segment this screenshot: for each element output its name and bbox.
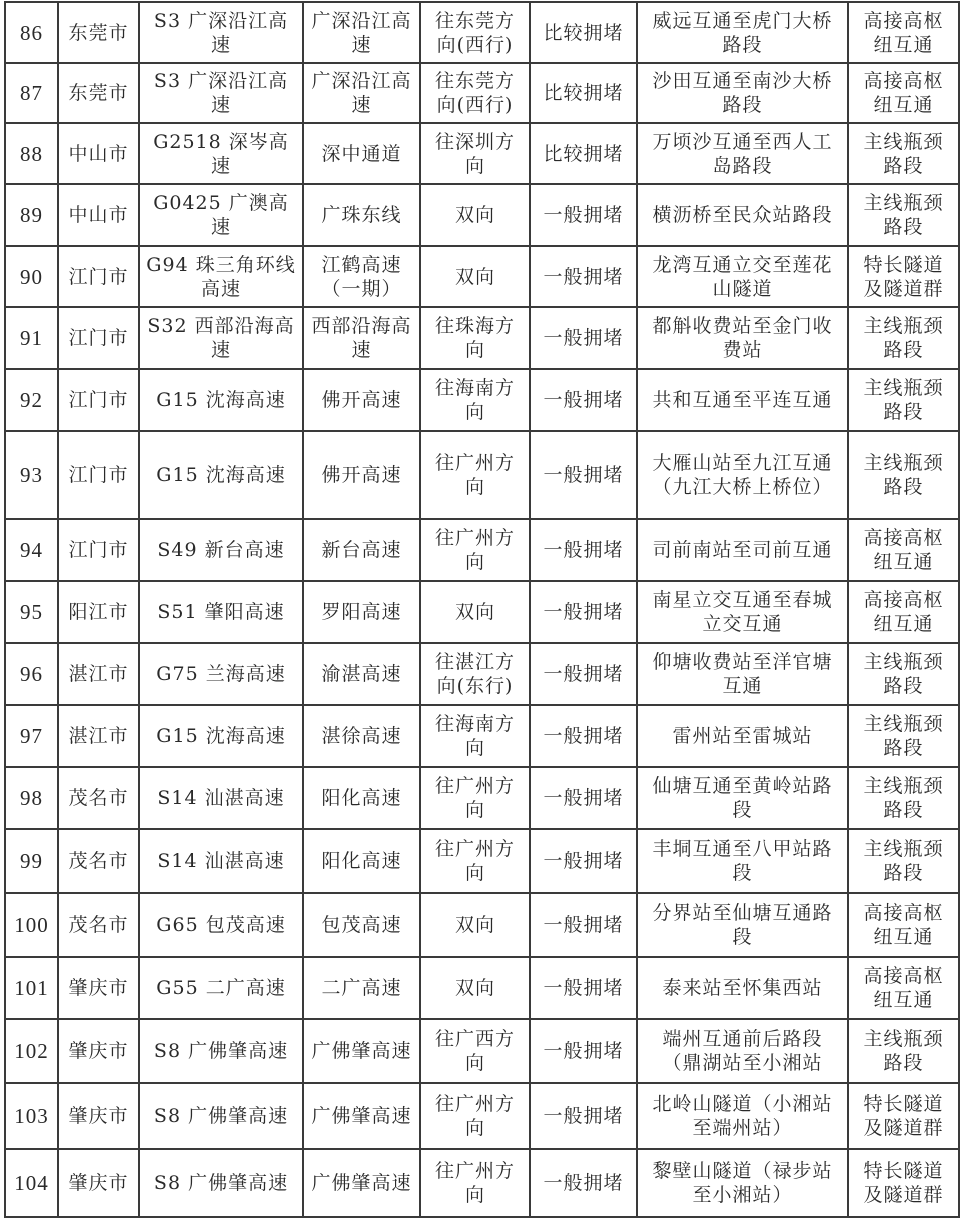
direction-cell: 双向 <box>420 893 530 957</box>
road-name-cell: 广深沿江高速 <box>303 2 420 63</box>
table-row <box>5 519 959 581</box>
congestion-level-cell: 比较拥堵 <box>530 123 637 184</box>
direction-cell: 往广州方向 <box>420 1083 530 1149</box>
city-cell: 茂名市 <box>58 893 139 957</box>
road-name-cell: 新台高速 <box>303 519 420 581</box>
highway-cell: G15 沈海高速 <box>139 431 303 519</box>
congestion-type-cell: 主线瓶颈路段 <box>848 307 959 369</box>
highway-cell: S49 新台高速 <box>139 519 303 581</box>
congestion-type-cell: 主线瓶颈路段 <box>848 643 959 705</box>
highway-cell: G0425 广澳高速 <box>139 184 303 246</box>
city-cell: 茂名市 <box>58 767 139 829</box>
direction-cell: 双向 <box>420 957 530 1019</box>
congestion-type-cell: 特长隧道及隧道群 <box>848 1149 959 1217</box>
congestion-level-cell: 一般拥堵 <box>530 957 637 1019</box>
section-cell: 北岭山隧道（小湘站至端州站） <box>637 1083 848 1149</box>
city-cell: 肇庆市 <box>58 957 139 1019</box>
row-number: 101 <box>5 957 58 1019</box>
section-cell: 横沥桥至民众站路段 <box>637 184 848 246</box>
row-number: 94 <box>5 519 58 581</box>
road-name-cell: 广佛肇高速 <box>303 1019 420 1083</box>
congestion-level-cell: 一般拥堵 <box>530 767 637 829</box>
congestion-table <box>4 1 960 1218</box>
congestion-type-cell: 主线瓶颈路段 <box>848 829 959 893</box>
highway-cell: S14 汕湛高速 <box>139 829 303 893</box>
direction-cell: 双向 <box>420 184 530 246</box>
city-cell: 东莞市 <box>58 63 139 123</box>
city-cell: 阳江市 <box>58 581 139 643</box>
road-name-cell: 佛开高速 <box>303 431 420 519</box>
road-name-cell: 渝湛高速 <box>303 643 420 705</box>
direction-cell: 往珠海方向 <box>420 307 530 369</box>
direction-cell: 往广西方向 <box>420 1019 530 1083</box>
highway-cell: G15 沈海高速 <box>139 705 303 767</box>
congestion-level-cell: 一般拥堵 <box>530 431 637 519</box>
road-name-cell: 广珠东线 <box>303 184 420 246</box>
road-name-cell: 罗阳高速 <box>303 581 420 643</box>
section-cell: 丰垌互通至八甲站路段 <box>637 829 848 893</box>
row-number: 99 <box>5 829 58 893</box>
congestion-type-cell: 特长隧道及隧道群 <box>848 246 959 307</box>
row-number: 86 <box>5 2 58 63</box>
section-cell: 大雁山站至九江互通（九江大桥上桥位） <box>637 431 848 519</box>
road-name-cell: 二广高速 <box>303 957 420 1019</box>
congestion-type-cell: 主线瓶颈路段 <box>848 431 959 519</box>
congestion-type-cell: 高接高枢纽互通 <box>848 519 959 581</box>
road-name-cell: 阳化高速 <box>303 767 420 829</box>
section-cell: 南星立交互通至春城立交互通 <box>637 581 848 643</box>
direction-cell: 往广州方向 <box>420 431 530 519</box>
congestion-level-cell: 一般拥堵 <box>530 1083 637 1149</box>
table-row <box>5 581 959 643</box>
congestion-type-cell: 主线瓶颈路段 <box>848 705 959 767</box>
direction-cell: 往广州方向 <box>420 767 530 829</box>
congestion-type-cell: 主线瓶颈路段 <box>848 767 959 829</box>
table-row <box>5 307 959 369</box>
congestion-type-cell: 主线瓶颈路段 <box>848 184 959 246</box>
direction-cell: 往广州方向 <box>420 829 530 893</box>
row-number: 91 <box>5 307 58 369</box>
section-cell: 端州互通前后路段（鼎湖站至小湘站 <box>637 1019 848 1083</box>
city-cell: 湛江市 <box>58 705 139 767</box>
highway-cell: G75 兰海高速 <box>139 643 303 705</box>
table-row <box>5 829 959 893</box>
city-cell: 江门市 <box>58 519 139 581</box>
congestion-level-cell: 一般拥堵 <box>530 184 637 246</box>
congestion-type-cell: 高接高枢纽互通 <box>848 63 959 123</box>
row-number: 100 <box>5 893 58 957</box>
highway-cell: G94 珠三角环线高速 <box>139 246 303 307</box>
section-cell: 共和互通至平连互通 <box>637 369 848 431</box>
city-cell: 中山市 <box>58 123 139 184</box>
highway-cell: S14 汕湛高速 <box>139 767 303 829</box>
direction-cell: 双向 <box>420 581 530 643</box>
road-name-cell: 包茂高速 <box>303 893 420 957</box>
city-cell: 江门市 <box>58 246 139 307</box>
road-name-cell: 深中通道 <box>303 123 420 184</box>
table-row <box>5 643 959 705</box>
city-cell: 江门市 <box>58 431 139 519</box>
table-row <box>5 369 959 431</box>
city-cell: 肇庆市 <box>58 1019 139 1083</box>
direction-cell: 双向 <box>420 246 530 307</box>
section-cell: 万顷沙互通至西人工岛路段 <box>637 123 848 184</box>
section-cell: 仰塘收费站至洋官塘互通 <box>637 643 848 705</box>
congestion-type-cell: 特长隧道及隧道群 <box>848 1083 959 1149</box>
table-row <box>5 767 959 829</box>
direction-cell: 往海南方向 <box>420 369 530 431</box>
congestion-level-cell: 一般拥堵 <box>530 519 637 581</box>
table-row <box>5 63 959 123</box>
city-cell: 湛江市 <box>58 643 139 705</box>
section-cell: 分界站至仙塘互通路段 <box>637 893 848 957</box>
congestion-level-cell: 一般拥堵 <box>530 643 637 705</box>
section-cell: 仙塘互通至黄岭站路段 <box>637 767 848 829</box>
direction-cell: 往广州方向 <box>420 1149 530 1217</box>
congestion-level-cell: 一般拥堵 <box>530 1019 637 1083</box>
road-name-cell: 西部沿海高速 <box>303 307 420 369</box>
city-cell: 茂名市 <box>58 829 139 893</box>
direction-cell: 往湛江方向(东行) <box>420 643 530 705</box>
section-cell: 雷州站至雷城站 <box>637 705 848 767</box>
table-row <box>5 1019 959 1083</box>
row-number: 88 <box>5 123 58 184</box>
road-name-cell: 佛开高速 <box>303 369 420 431</box>
direction-cell: 往海南方向 <box>420 705 530 767</box>
highway-cell: S3 广深沿江高速 <box>139 2 303 63</box>
table-row <box>5 123 959 184</box>
road-name-cell: 湛徐高速 <box>303 705 420 767</box>
highway-cell: S8 广佛肇高速 <box>139 1083 303 1149</box>
table-row <box>5 957 959 1019</box>
congestion-type-cell: 主线瓶颈路段 <box>848 1019 959 1083</box>
row-number: 95 <box>5 581 58 643</box>
section-cell: 龙湾互通立交至莲花山隧道 <box>637 246 848 307</box>
congestion-level-cell: 一般拥堵 <box>530 369 637 431</box>
direction-cell: 往东莞方向(西行) <box>420 63 530 123</box>
highway-cell: G65 包茂高速 <box>139 893 303 957</box>
row-number: 97 <box>5 705 58 767</box>
congestion-level-cell: 一般拥堵 <box>530 829 637 893</box>
table-row <box>5 1083 959 1149</box>
congestion-level-cell: 一般拥堵 <box>530 307 637 369</box>
city-cell: 肇庆市 <box>58 1083 139 1149</box>
table-row <box>5 893 959 957</box>
city-cell: 江门市 <box>58 307 139 369</box>
table-row <box>5 705 959 767</box>
congestion-level-cell: 一般拥堵 <box>530 581 637 643</box>
road-name-cell: 江鹤高速（一期） <box>303 246 420 307</box>
highway-cell: S8 广佛肇高速 <box>139 1019 303 1083</box>
congestion-type-cell: 主线瓶颈路段 <box>848 123 959 184</box>
row-number: 104 <box>5 1149 58 1217</box>
congestion-level-cell: 比较拥堵 <box>530 2 637 63</box>
highway-cell: G55 二广高速 <box>139 957 303 1019</box>
congestion-type-cell: 高接高枢纽互通 <box>848 957 959 1019</box>
highway-cell: G2518 深岑高速 <box>139 123 303 184</box>
highway-cell: S3 广深沿江高速 <box>139 63 303 123</box>
congestion-type-cell: 主线瓶颈路段 <box>848 369 959 431</box>
road-name-cell: 广佛肇高速 <box>303 1083 420 1149</box>
city-cell: 中山市 <box>58 184 139 246</box>
direction-cell: 往深圳方向 <box>420 123 530 184</box>
section-cell: 黎壁山隧道（禄步站至小湘站） <box>637 1149 848 1217</box>
row-number: 87 <box>5 63 58 123</box>
highway-cell: S8 广佛肇高速 <box>139 1149 303 1217</box>
row-number: 98 <box>5 767 58 829</box>
section-cell: 都斛收费站至金门收费站 <box>637 307 848 369</box>
road-name-cell: 广深沿江高速 <box>303 63 420 123</box>
congestion-level-cell: 比较拥堵 <box>530 63 637 123</box>
direction-cell: 往广州方向 <box>420 519 530 581</box>
congestion-type-cell: 高接高枢纽互通 <box>848 581 959 643</box>
table-row <box>5 431 959 519</box>
table-row <box>5 246 959 307</box>
section-cell: 司前南站至司前互通 <box>637 519 848 581</box>
congestion-level-cell: 一般拥堵 <box>530 246 637 307</box>
table-row <box>5 2 959 63</box>
congestion-type-cell: 高接高枢纽互通 <box>848 893 959 957</box>
city-cell: 东莞市 <box>58 2 139 63</box>
row-number: 96 <box>5 643 58 705</box>
section-cell: 沙田互通至南沙大桥路段 <box>637 63 848 123</box>
row-number: 90 <box>5 246 58 307</box>
section-cell: 威远互通至虎门大桥路段 <box>637 2 848 63</box>
highway-cell: S51 肇阳高速 <box>139 581 303 643</box>
city-cell: 肇庆市 <box>58 1149 139 1217</box>
row-number: 89 <box>5 184 58 246</box>
row-number: 102 <box>5 1019 58 1083</box>
table-row <box>5 1149 959 1217</box>
row-number: 92 <box>5 369 58 431</box>
row-number: 103 <box>5 1083 58 1149</box>
direction-cell: 往东莞方向(西行) <box>420 2 530 63</box>
city-cell: 江门市 <box>58 369 139 431</box>
road-name-cell: 阳化高速 <box>303 829 420 893</box>
congestion-level-cell: 一般拥堵 <box>530 893 637 957</box>
congestion-type-cell: 高接高枢纽互通 <box>848 2 959 63</box>
table-body <box>5 2 959 1217</box>
congestion-level-cell: 一般拥堵 <box>530 1149 637 1217</box>
section-cell: 泰来站至怀集西站 <box>637 957 848 1019</box>
road-name-cell: 广佛肇高速 <box>303 1149 420 1217</box>
highway-cell: S32 西部沿海高速 <box>139 307 303 369</box>
table-row <box>5 184 959 246</box>
row-number: 93 <box>5 431 58 519</box>
congestion-level-cell: 一般拥堵 <box>530 705 637 767</box>
highway-cell: G15 沈海高速 <box>139 369 303 431</box>
